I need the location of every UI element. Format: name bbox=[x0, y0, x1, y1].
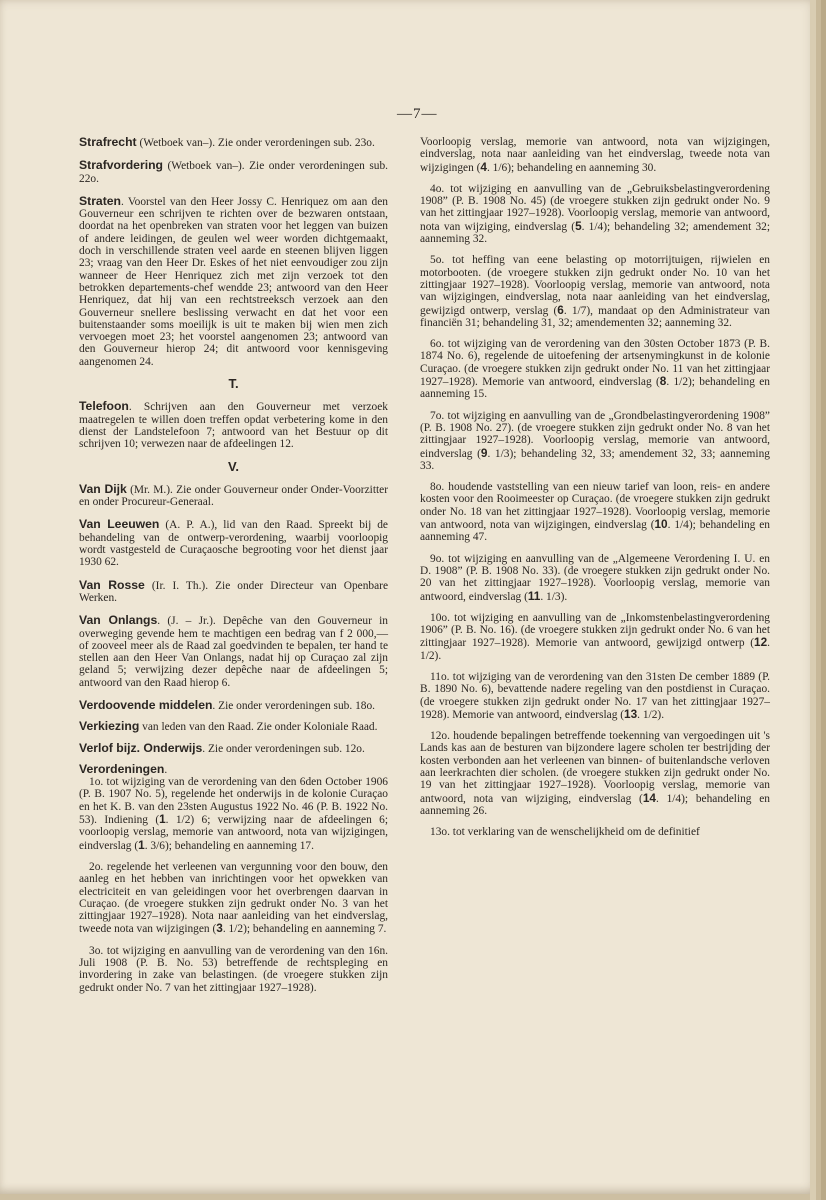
item-text: 4o. tot wijziging en aanvulling van de „Gebruiksbelastingverordening 1908” (P. B. 1908 No. 45) (de vroegere stukken zijn gedrukt onder No. 9 van het zittingjaar 1927–1928). Voorloopig verslag, memorie van antwoord, nota van wijziging, eindverslag ( bbox=[420, 182, 770, 233]
item-text: . 1/4); behandeling en aanneming 47. bbox=[420, 519, 770, 544]
entry-van-leeuwen bbox=[79, 518, 388, 568]
entry-strafrecht bbox=[79, 136, 388, 149]
item-text: 6o. tot wijziging van de verordening van den 30sten October 1873 (P. B. 1874 No. 6), regelende de uitoefening der artsenymingkunst in de kolonie Curaçao. (de vroegere stukken zijn gedrukt onder No. 11 van het zittingjaar 1927–1928). Memorie van antwoord, eindverslag ( bbox=[420, 338, 770, 389]
item-text: 3o. tot wijziging en aanvulling van de verordening van den 16n. Juli 1908 (P. B. No. 53) betreffende de rechtspleging en invordering in zake van belastingen. (de vroegere stukken zijn gedrukt onder No. 7 van het zittingjaar 1927–1928). bbox=[79, 944, 388, 994]
entry-strafvordering bbox=[79, 159, 388, 185]
entry-term: Verlof bijz. Onderwijs bbox=[79, 740, 203, 755]
item-number: 11 bbox=[527, 588, 541, 603]
entry-term: Verordeningen bbox=[79, 761, 165, 776]
entry-text: . Schrijven aan den Gouverneur met verzoek maatregelen te willen doen treffen opdat verbetering kome in den dienst der Landstelefoon 7; antwoord van het Bestuur op dit schrijven 10; verwezen naar de afdeelingen 12. bbox=[79, 401, 388, 451]
item-text: 2o. regelende het verleenen van vergunning voor den bouw, den aanleg en het hebben van inrichtingen voor het opwekken van electriciteit en van geleidingen voor het overbrengen daarvan in Curaçao. (de vroegere stukken zijn gedrukt onder No. 3 van het zittingjaar 1927–1928). Nota naar aanleiding van het eindverslag, tweede nota van wijzigingen ( bbox=[79, 860, 388, 936]
verordening-item-11 bbox=[420, 671, 770, 721]
right-column bbox=[420, 136, 770, 848]
entry-text: . Zie onder verordeningen sub. 12o. bbox=[202, 742, 365, 755]
section-heading-t: T. bbox=[228, 376, 239, 392]
verordening-item-12 bbox=[420, 730, 770, 817]
item-number: 1 bbox=[138, 837, 145, 852]
entry-term: Van Onlangs bbox=[79, 613, 158, 628]
item-text: . 1/2); behandeling en aanneming 15. bbox=[420, 376, 770, 401]
item-text: . 1/2) 6; verwijzing naar de afdeelingen 6; voorloopig verslag, memorie van antwoord, nota van wijzigingen, eindverslag ( bbox=[79, 814, 388, 852]
item-number: 14 bbox=[642, 790, 656, 805]
entry-text: . (J. – Jr.). Depêche van den Gouverneur in overweging gevende hem te machtigen een bedrag van f 2 000,— of zooveel meer als de Raad zal goedvinden te bepalen, ter hand te stellen aan den Heer Van Onlangs, nadat hij op Curaçao zal zijn geland 5; verwijzing dezer depêche naar de afdeelingen 5; antwoord van den Raad hierop 6. bbox=[79, 615, 388, 689]
verordening-item-4 bbox=[420, 183, 770, 245]
entry-term: Verdoovende middelen bbox=[79, 697, 213, 712]
item-number: 5 bbox=[575, 218, 582, 233]
item-text: 5o. tot heffing van eene belasting op motorrijtuigen, rijwielen en motorbooten. (de vroegere stukken zijn gedrukt onder No. 10 van het zittingjaar 1927–1928). Voorloopig verslag, memorie van antwoord, nota van wijzigingen, eindverslag, nota naar aanleiding van het eindverslag, gewijzigd ontwerp, verslag ( bbox=[420, 254, 770, 317]
item-number: 12 bbox=[754, 635, 768, 650]
entry-text: van leden van den Raad. Zie onder Koloniale Raad. bbox=[142, 721, 378, 734]
entry-text: (Wetboek van–). Zie onder verordeningen sub. 22o. bbox=[79, 160, 388, 185]
entry-text: . bbox=[164, 763, 168, 776]
item-text: 12o. houdende bepalingen betreffende toekenning van vergoedingen uit 's Lands kas aan de besturen van bijzondere lagere scholen ter bestrijding der kosten verbonden aan het verleenen van binnen- of buitenlandsche verloven aan leerkrachten dier scholen. (de vroegere stukken zijn gedrukt onder No. 19 van het zittingjaar 1927–1928). Voorloopig verslag, memorie van antwoord, nota van wijziging, eindverslag ( bbox=[420, 730, 770, 805]
item-number: 1 bbox=[159, 812, 166, 827]
verordening-item-3-continued bbox=[420, 136, 770, 174]
entry-van-onlangs bbox=[79, 614, 388, 689]
entry-term: Strafvordering bbox=[79, 158, 163, 173]
page-number: —7— bbox=[397, 106, 438, 122]
entry-term: Verkiezing bbox=[79, 719, 140, 734]
item-text: . 1/4); behandeling 32; amendement 32; aanneming 32. bbox=[420, 220, 770, 246]
item-number: 13 bbox=[624, 706, 638, 721]
item-number: 9 bbox=[480, 445, 488, 460]
item-text: 8o. houdende vaststelling van een nieuw tarief van loon, reis- en andere kosten voor den Rooimeester op Curaçao. (de vroegere stukken zijn gedrukt onder No. 18 van het zittingjaar 1927–1928). Voorloopig verslag, memorie van antwoord, nota van wijzigingen, eindverslag ( bbox=[420, 481, 770, 532]
item-number: 3 bbox=[216, 921, 223, 936]
item-text: 7o. tot wijziging en aanvulling van de „Grondbelastingverordening 1908” (P. B. 1908 No. 27). (de vroegere stukken zijn gedrukt onder No. 8 van het zittingjaar 1927–1928). Voorloopig verslag, memorie van antwoord, eindverslag ( bbox=[420, 409, 770, 460]
entry-text: . Voorstel van den Heer Jossy C. Henriquez om aan den Gouverneur een schrijven te richten over de bezwaren ontstaan, doordat na het openbreken van straten voor het leggen van buizen of andere leidingen, de geulen wel weer worden dichtgemaakt, doch in verschillende straten veel aarde en steenen blijven liggen 23; vraag van den Heer Dr. Eskes of het niet eenvoudiger zou zijn wanneer de Heer Henriquez zich met zijn verzoek tot den betrokken departements-chef wendde 23; antwoord van den Heer Henriquez, dat hij van een rechtstreeksch verzoek aan den Gouverneur snellere beslissing verwacht en dat het voor een buitenstaander soms moeilijk is uit te maken bij wien men zich vervoegen moet 23; het voorstel aangenomen 23; antwoord van den Gouverneur hierop 24; dit antwoord voor kennisgeving aangenomen 24. bbox=[79, 195, 388, 368]
entry-van-rosse bbox=[79, 579, 388, 605]
entry-text: (Wetboek van–). Zie onder verordeningen sub. 23o. bbox=[139, 137, 375, 149]
entry-verdoovende bbox=[79, 699, 388, 712]
item-text: . 1/2). bbox=[637, 708, 665, 721]
verordening-item-3 bbox=[79, 945, 388, 994]
entry-text: (A. P. A.), lid van den Raad. Spreekt bij de behandeling van de ontwerp-verordening, waarbij voorloopig wordt vastgesteld de Curaçaosche begrooting voor het dienst jaar 1930 62. bbox=[79, 519, 388, 569]
entry-text: . Zie onder verordeningen sub. 18o. bbox=[212, 699, 376, 712]
entry-verlof bbox=[79, 742, 388, 755]
item-text: . 3/6); behandeling en aanneming 17. bbox=[144, 839, 314, 852]
item-number: 6 bbox=[557, 302, 564, 317]
item-text: . 1/3); behandeling 32, 33; amendement 32, 33; aanneming 33. bbox=[420, 447, 770, 472]
verordening-item-6 bbox=[420, 338, 770, 400]
item-text: . 1/7), mandaat op den Administrateur van financiën 31; behandeling 31, 32; amendementen 32; aanneming 32. bbox=[420, 304, 770, 329]
entry-telefoon bbox=[79, 400, 388, 450]
section-heading-v: V. bbox=[227, 458, 240, 474]
item-text: . 1/4); behandeling en aanneming 26. bbox=[420, 792, 770, 817]
item-text: . 1/2). bbox=[420, 637, 770, 662]
entry-verkiezing bbox=[79, 720, 388, 733]
item-text: . 1/2); behandeling en aanneming 7. bbox=[222, 923, 387, 936]
item-text: 10o. tot wijziging en aanvulling van de „Inkomstenbelastingverordening 1906” (P. B. No. 16). (de vroegere stukken zijn gedrukt onder No. 6 van het zittingjaar 1927–1928). Memorie van antwoord, gewijzigd ontwerp ( bbox=[420, 611, 770, 650]
item-number: 10 bbox=[654, 517, 668, 532]
item-number: 8 bbox=[659, 374, 667, 389]
item-text: . 1/6); behandeling en aanneming 30. bbox=[486, 161, 657, 174]
verordening-item-2 bbox=[79, 861, 388, 936]
entry-term: Van Rosse bbox=[79, 577, 145, 592]
verordening-item-9 bbox=[420, 553, 770, 603]
entry-term: Telefoon bbox=[79, 399, 129, 414]
item-number: 4 bbox=[480, 159, 487, 174]
item-text: 13o. tot verklaring van de wenschelijkheid om de definitief bbox=[430, 826, 700, 839]
verordening-item-10 bbox=[420, 612, 770, 662]
item-text: 1o. tot wijziging van de verordening van den 6den October 1906 (P. B. 1907 No. 5), regelende het onderwijs in de kolonie Curaçao en het K. B. van den 23sten Augustus 1922 No. 46 (P. B. 1922 No. 53). Indiening ( bbox=[79, 776, 388, 827]
entry-term: Strafrecht bbox=[79, 135, 137, 149]
entry-verordeningen bbox=[79, 763, 388, 776]
entry-straten bbox=[79, 195, 388, 368]
entry-text: (Ir. I. Th.). Zie onder Directeur van Openbare Werken. bbox=[79, 579, 388, 604]
entry-term: Van Dijk bbox=[79, 481, 127, 496]
entry-term: Straten bbox=[79, 193, 121, 208]
verordening-item-7 bbox=[420, 410, 770, 472]
page-edge bbox=[821, 0, 826, 1200]
item-text: 11o. tot wijziging van de verordening van den 31sten De cember 1889 (P. B. 1890 No. 6), bevattende nadere regeling van den postdienst in Curaçao. (de vroegere stukken zijn gedrukt onder No. 17 van het zittingjaar 1927–1928). Memorie van antwoord, eindverslag ( bbox=[420, 670, 770, 721]
item-text: 9o. tot wijziging en aanvulling van de „Algemeene Verordening I. U. en D. 1908” (P. B. 1908 No. 33). (de vroegere stukken zijn gedrukt onder No. 20 van het zittingjaar 1927–1928). Voorloopig verslag, memorie van antwoord, eindverslag ( bbox=[420, 552, 770, 603]
left-column bbox=[79, 136, 388, 1003]
entry-van-dijk bbox=[79, 483, 388, 509]
item-text: . 1/3). bbox=[540, 590, 568, 603]
verordening-item-13 bbox=[420, 826, 770, 838]
verordening-item-8 bbox=[420, 481, 770, 543]
item-text: Voorloopig verslag, memorie van antwoord, nota van wijzigingen, eindverslag, nota naar aanleiding van het eindverslag, tweede nota van wijzigingen ( bbox=[420, 136, 770, 174]
entry-term: Van Leeuwen bbox=[79, 517, 160, 532]
verordening-item-1 bbox=[79, 776, 388, 852]
verordening-item-5 bbox=[420, 254, 770, 329]
entry-text: (Mr. M.). Zie onder Gouverneur onder Onder-Voorzitter en onder Procureur-Generaal. bbox=[79, 483, 388, 509]
